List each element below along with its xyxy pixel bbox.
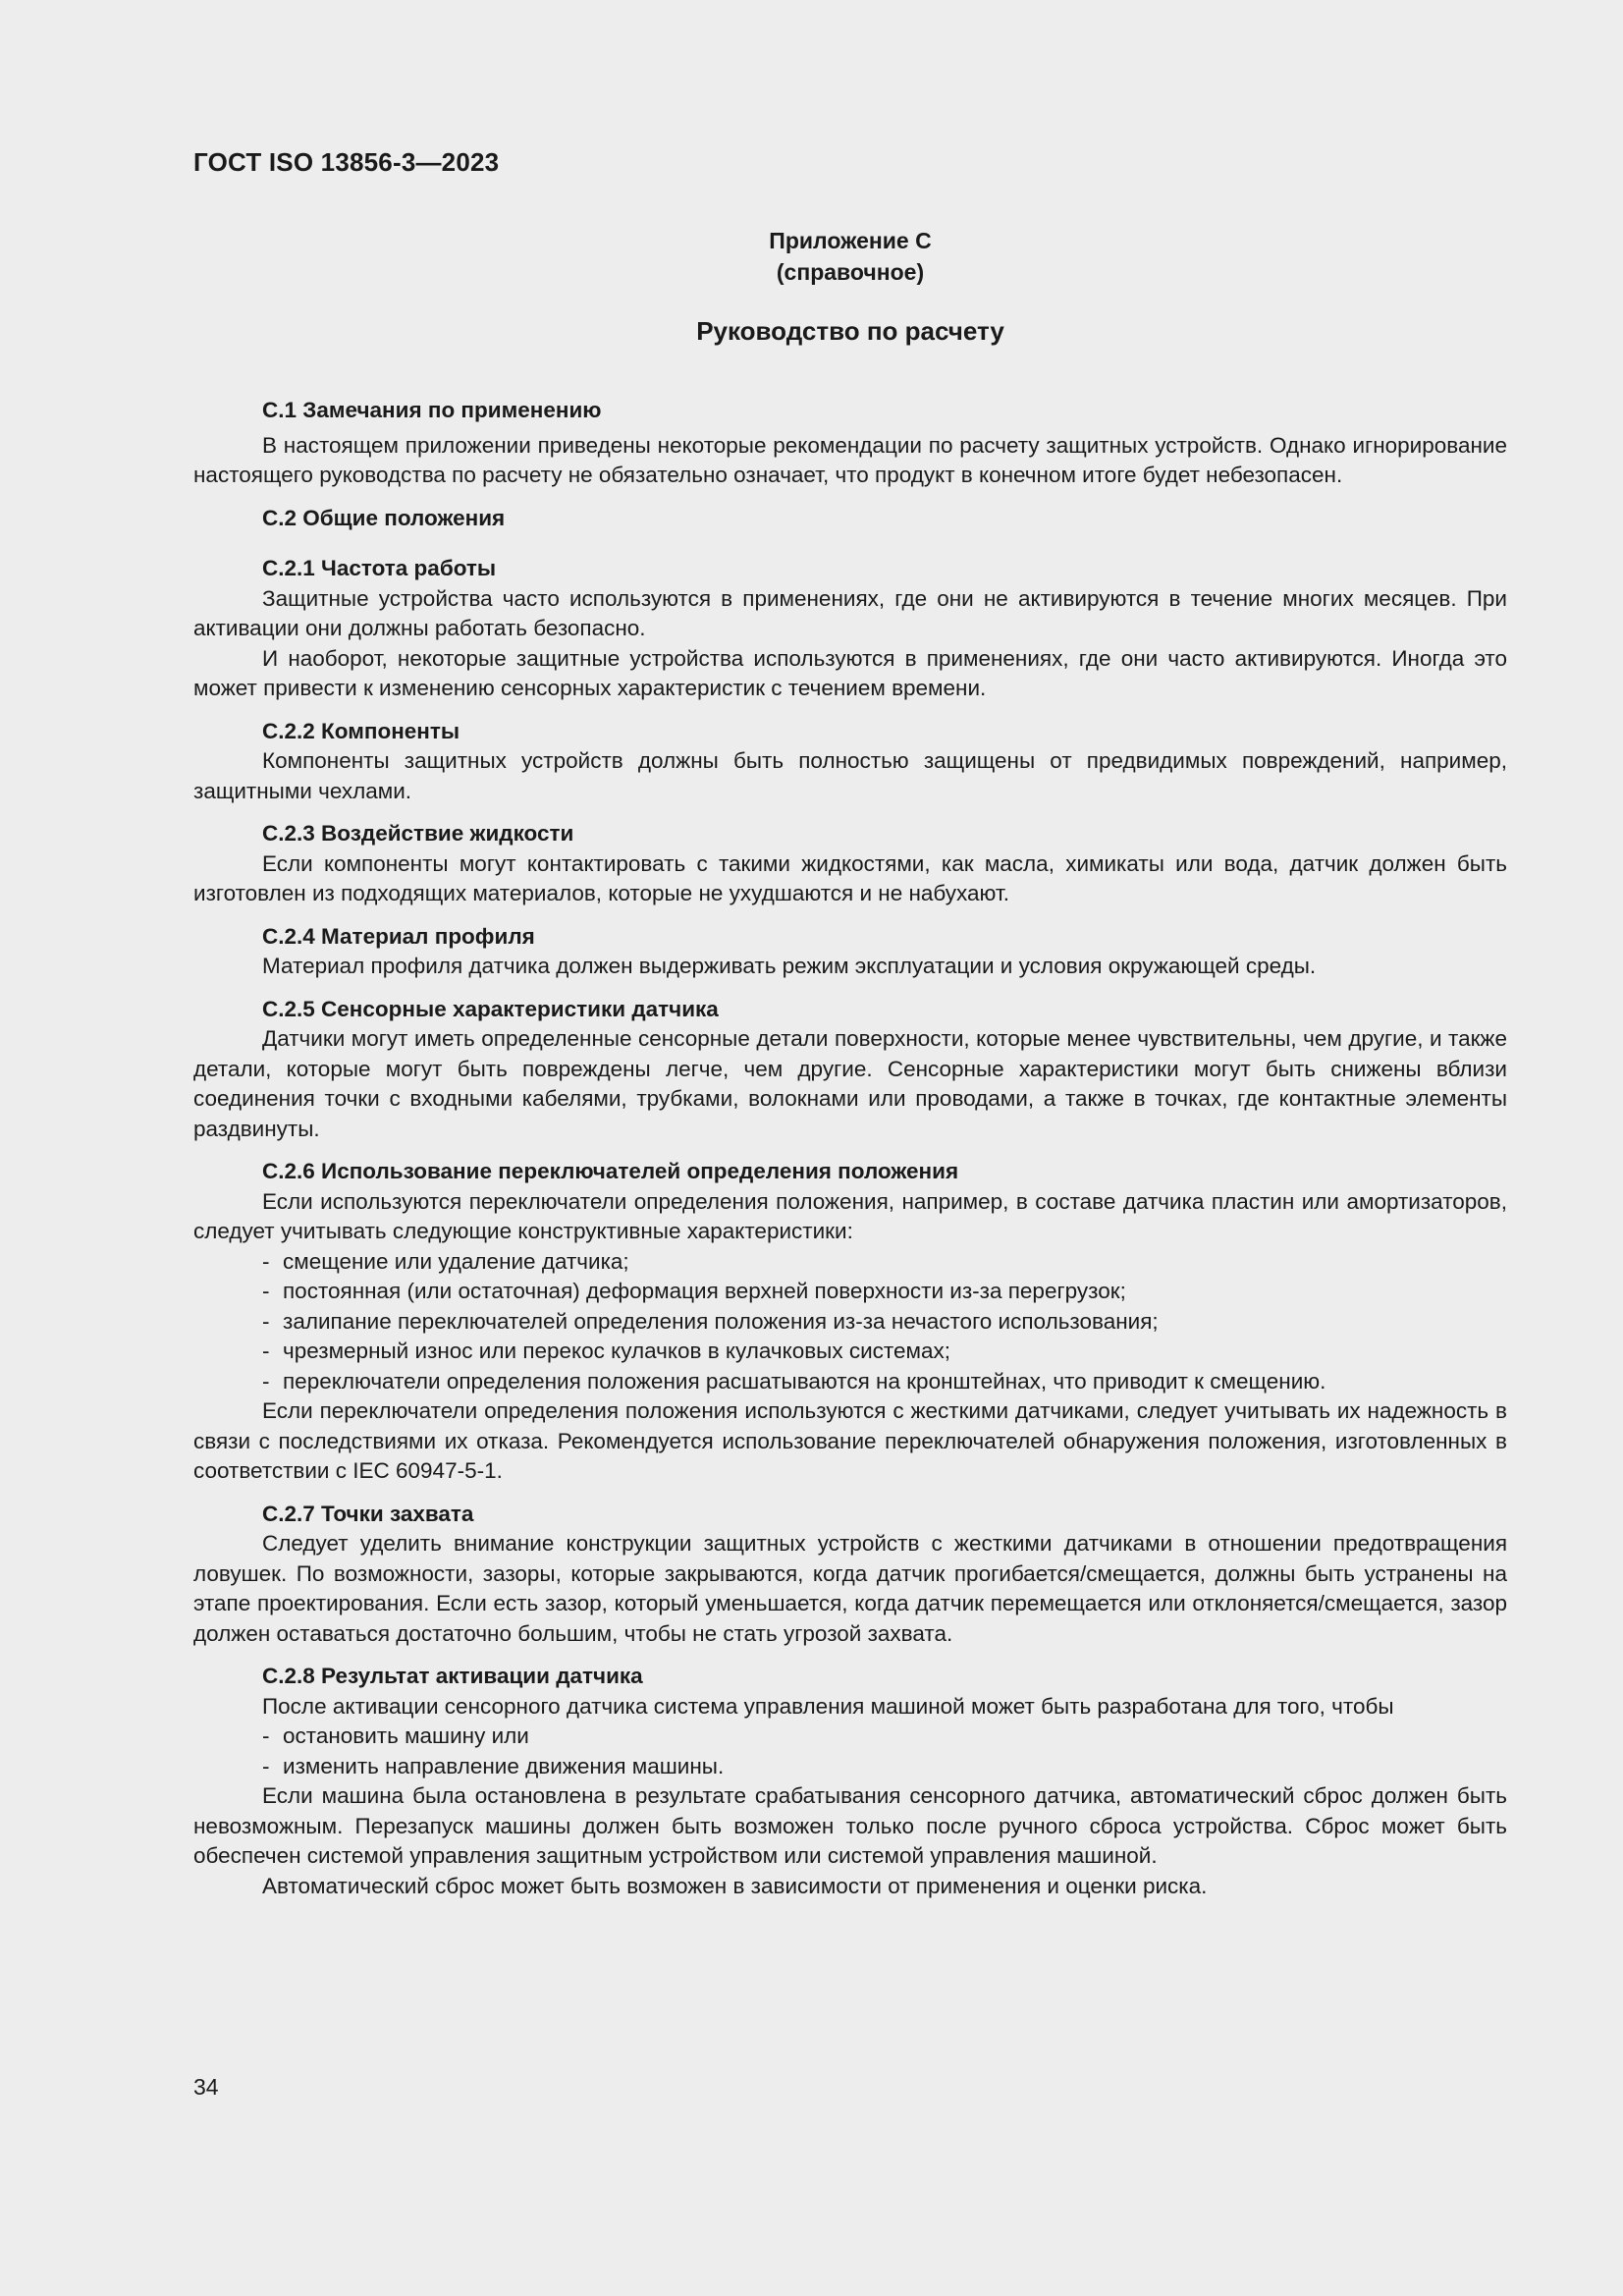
- section-heading-c2-1: C.2.1 Частота работы: [262, 556, 497, 580]
- paragraph: Защитные устройства часто используются в применениях, где они не активируются в течение многих месяцев. При активации они должны работать безопасно.: [193, 585, 1507, 640]
- paragraph: В настоящем приложении приведены некоторые рекомендации по расчету защитных устройств. Однако игнорирование настоящего руководства по расчету не обязательно означает, что продукт в конечном итоге будет небезопасен.: [193, 432, 1507, 487]
- paragraph: Если машина была остановлена в результате срабатывания сенсорного датчика, автоматический сброс должен быть невозможным. Перезапуск машины должен быть возможен только после ручного сброса устройства. Сброс может быть обеспечен системой управления защитным устройством или системой управления машиной.: [193, 1783, 1507, 1868]
- paragraph: Компоненты защитных устройств должны быть полностью защищены от предвидимых повреждений, например, защитными чехлами.: [193, 748, 1507, 803]
- section-heading-c2-7: C.2.7 Точки захвата: [262, 1501, 474, 1526]
- section-heading-c2-5: C.2.5 Сенсорные характеристики датчика: [262, 996, 719, 1021]
- paragraph: Следует уделить внимание конструкции защитных устройств с жесткими датчиками в отношении предотвращения ловушек. По возможности, зазоры, которые закрываются, когда датчик прогибается/смещается, должны быть устранены на этапе проектирования. Если есть зазор, который уменьшается, когда датчик перемещается или отклоняется/смещается, зазор должен оставаться достаточно большим, чтобы не стать угрозой захвата.: [193, 1531, 1507, 1646]
- annex-label: Приложение C: [769, 228, 932, 253]
- section-heading-c2-3: C.2.3 Воздействие жидкости: [262, 821, 574, 846]
- paragraph: Если переключатели определения положения используются с жесткими датчиками, следует учитывать их надежность в связи с последствиями их отказа. Рекомендуется использование переключателей обнаружения положения, изготовленных в соответствии с IEC 60947-5-1.: [193, 1398, 1507, 1483]
- annex-title: Руководство по расчету: [696, 316, 1004, 346]
- list-item-text: постоянная (или остаточная) деформация верхней поверхности из-за перегрузок;: [283, 1279, 1126, 1303]
- section-heading-c2-2: C.2.2 Компоненты: [262, 718, 460, 743]
- list-item: - чрезмерный износ или перекос кулачков в кулачковых системах;: [262, 1339, 950, 1363]
- list-item: - залипание переключателей определения положения из-за нечастого использования;: [262, 1308, 1159, 1334]
- section-heading-c2-6: C.2.6 Использование переключателей определения положения: [262, 1159, 959, 1183]
- section-heading-c2-8: C.2.8 Результат активации датчика: [262, 1664, 643, 1688]
- list-item: - остановить машину или: [262, 1723, 529, 1748]
- list-item-text: остановить машину или: [283, 1723, 529, 1748]
- annex-type: (справочное): [776, 259, 925, 285]
- list-item: - смещение или удаление датчика;: [262, 1248, 629, 1274]
- list-item-text: чрезмерный износ или перекос кулачков в кулачковых системах;: [283, 1339, 950, 1363]
- page-number: 34: [193, 2074, 219, 2100]
- document-code: ГОСТ ISO 13856-3—2023: [193, 147, 500, 177]
- paragraph: Датчики могут иметь определенные сенсорные детали поверхности, которые менее чувствительны, чем другие, и также детали, которые могут быть повреждены легче, чем другие. Сенсорные характеристики могут быть снижены вблизи соединения точки с входными кабелями, трубками, волокнами или проводами, а также в точках, где контактные элементы раздвинуты.: [193, 1026, 1507, 1141]
- section-heading-c2: C.2 Общие положения: [262, 505, 506, 530]
- paragraph: Автоматический сброс может быть возможен в зависимости от применения и оценки риска.: [262, 1873, 1208, 1898]
- list-item-text: смещение или удаление датчика;: [283, 1248, 629, 1274]
- section-heading-c1: C.1 Замечания по применению: [262, 398, 602, 422]
- list-item: - постоянная (или остаточная) деформация верхней поверхности из-за перегрузок;: [262, 1279, 1126, 1303]
- list-item: - изменить направление движения машины.: [262, 1753, 725, 1778]
- document-page: [193, 0, 1507, 2296]
- paragraph: Если используются переключатели определения положения, например, в составе датчика пластин или амортизаторов, следует учитывать следующие конструктивные характеристики:: [193, 1188, 1507, 1243]
- list-item: - переключатели определения положения расшатываются на кронштейнах, что приводит к смещению.: [262, 1368, 1326, 1394]
- paragraph: После активации сенсорного датчика система управления машиной может быть разработана для того, чтобы: [262, 1693, 1394, 1719]
- paragraph: Если компоненты могут контактировать с такими жидкостями, как масла, химикаты или вода, датчик должен быть изготовлен из подходящих материалов, которые не ухудшаются и не набухают.: [193, 850, 1507, 905]
- paragraph: И наоборот, некоторые защитные устройства используются в применениях, где они часто активируются. Иногда это может привести к изменению сенсорных характеристик с течением времени.: [193, 645, 1507, 700]
- list-item-text: переключатели определения положения расшатываются на кронштейнах, что приводит к смещению.: [283, 1368, 1326, 1394]
- annex-header: [193, 225, 1507, 288]
- section-heading-c2-4: C.2.4 Материал профиля: [262, 923, 535, 949]
- list-item-text: изменить направление движения машины.: [283, 1753, 725, 1778]
- paragraph: Материал профиля датчика должен выдерживать режим эксплуатации и условия окружающей среды.: [262, 954, 1317, 978]
- document-body: [193, 396, 1507, 1901]
- list-item-text: залипание переключателей определения положения из-за нечастого использования;: [283, 1308, 1159, 1334]
